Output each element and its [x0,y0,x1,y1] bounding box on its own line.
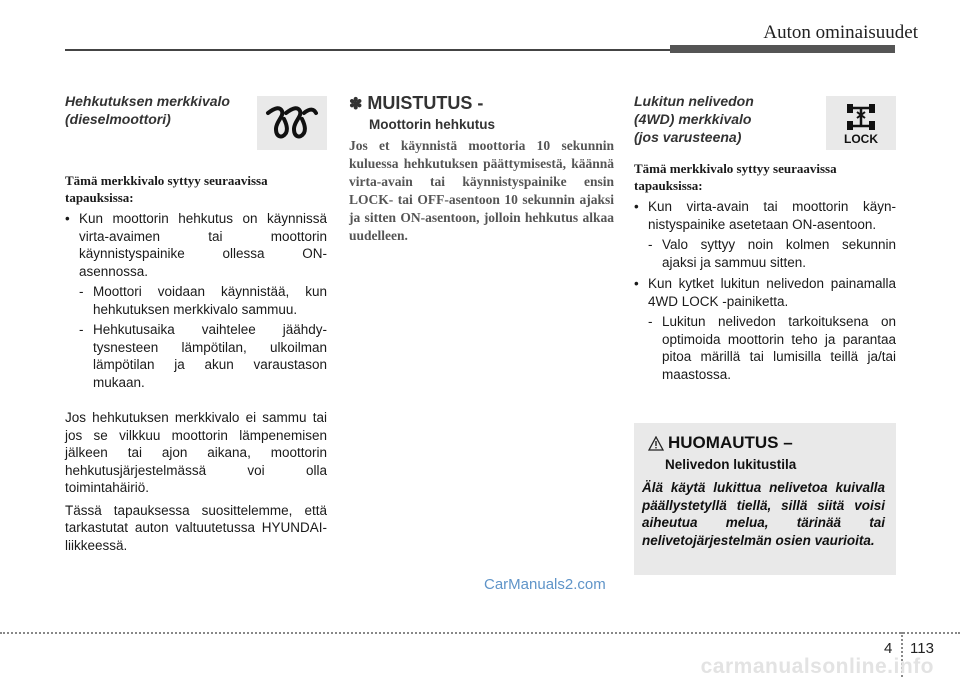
sub-item [65,321,327,391]
chapter-number: 4 [884,640,893,657]
memo-body: Jos et käynnistä moottoria 10 sekunnin kuluessa hehkutuksen päättymisestä, käännä virta-avain tai käynnistyspainike ensin LOCK- tai OFF-asentoon 10 sekunnin ajaksi ja sitten ON-asentoon, jolloin hehkutus alkaa uudelleen. [349,138,614,243]
sub-text: Valo syttyy noin kolmen sekunnin ajaksi ja sammuu sitten. [662,237,896,270]
watermark-link[interactable]: CarManuals2.com [484,576,606,593]
heading-line: Lukitun nelivedon [634,93,754,109]
memo-title-text: MUISTUTUS - [367,93,484,113]
column-memo [349,92,614,245]
sub-item [634,313,896,383]
caution-box [634,423,896,575]
dash-mark: - [648,314,653,329]
bullet-mark: • [634,199,639,214]
bullet-item [65,210,327,280]
section-heading [65,92,327,128]
bullet-text: Kun virta-avain tai moottorin käynnistyspainike asetetaan ON-asentoon. [648,199,896,232]
column-glow-indicator [65,92,327,554]
header-rule [65,49,670,51]
heading-line: Hehkutuksen merkkivalo [65,93,230,109]
sub-item [634,236,896,271]
bullet-text: Kun moottorin hehkutus on käynnissä virta-avaimen tai moottorin käynnistyspainike ollessa ON-asennossa. [79,211,327,279]
heading-line: (4WD) merkkivalo [634,111,752,127]
footer-watermark [0,655,960,679]
dash-mark: - [648,237,653,252]
page-number: 113 [910,640,934,657]
warning-icon [648,436,664,451]
caution-subtitle: Nelivedon lukitustila [665,457,797,472]
caution-title: HUOMAUTUS – [668,433,793,452]
paragraph: Tässä tapauksessa suosittelemme, että tarkastutat auton valtuutetussa HYUNDAI-liikkeessä. [65,502,327,553]
sub-item [65,283,327,318]
header-accent-bar [670,45,895,53]
dash-mark: - [79,322,84,337]
bullet-item [634,275,896,310]
dash-mark: - [79,284,84,299]
memo-title [349,92,614,116]
sub-text: Hehkutusaika vaihtelee jäähdytysnesteen lämpötilan, ulkoilman lämpötilan ja akun varaustason mukaan. [93,322,327,390]
memo-subtitle: Moottorin hehkutus [369,117,495,132]
heading-line: (jos varusteena) [634,129,742,145]
header-title: Auton ominaisuudet [763,22,918,43]
sub-text: Lukitun nelivedon tarkoituksena on optimoida moottorin teho ja parantaa pitoa märillä tai lumisilla teillä ja/tai maastossa. [662,314,896,382]
bullet-mark: • [634,276,639,291]
footer-dotted-rule [0,632,960,634]
caution-body: Älä käytä lukittua nelivetoa kuivalla päällystetyllä tiellä, sillä siitä voisi aiheutua melua, tärinää tai nelivetojärjestelmän osien vaurioita. [642,480,885,548]
bullet-text: Kun kytket lukitun nelivedon painamalla 4WD LOCK -painiketta. [648,276,896,309]
paragraph: Jos hehkutuksen merkkivalo ei sammu tai jos se vilkkuu moottorin lämpenemisen jälkeen tai ajon aikana, moottorin hehkutusjärjestelmässä voi olla toimintahäiriö. [65,410,327,495]
intro-text: Tämä merkkivalo syttyy seuraavissa tapauksissa: [634,161,837,193]
column-4wd-lock [634,92,896,383]
bullet-mark: • [65,211,70,226]
caution-header [648,433,793,453]
lock-label: LOCK [844,131,878,146]
intro-text: Tämä merkkivalo syttyy seuraavissa tapauksissa: [65,173,268,205]
section-heading [634,92,896,146]
heading-line: (dieselmoottori) [65,111,171,127]
footer-watermark-text: carmanualsonline.info [700,655,934,678]
memo-star-icon: ✽ [349,96,363,113]
bullet-item [634,198,896,233]
sub-text: Moottori voidaan käynnistää, kun hehkutuksen merkkivalo sammuu. [93,284,327,317]
